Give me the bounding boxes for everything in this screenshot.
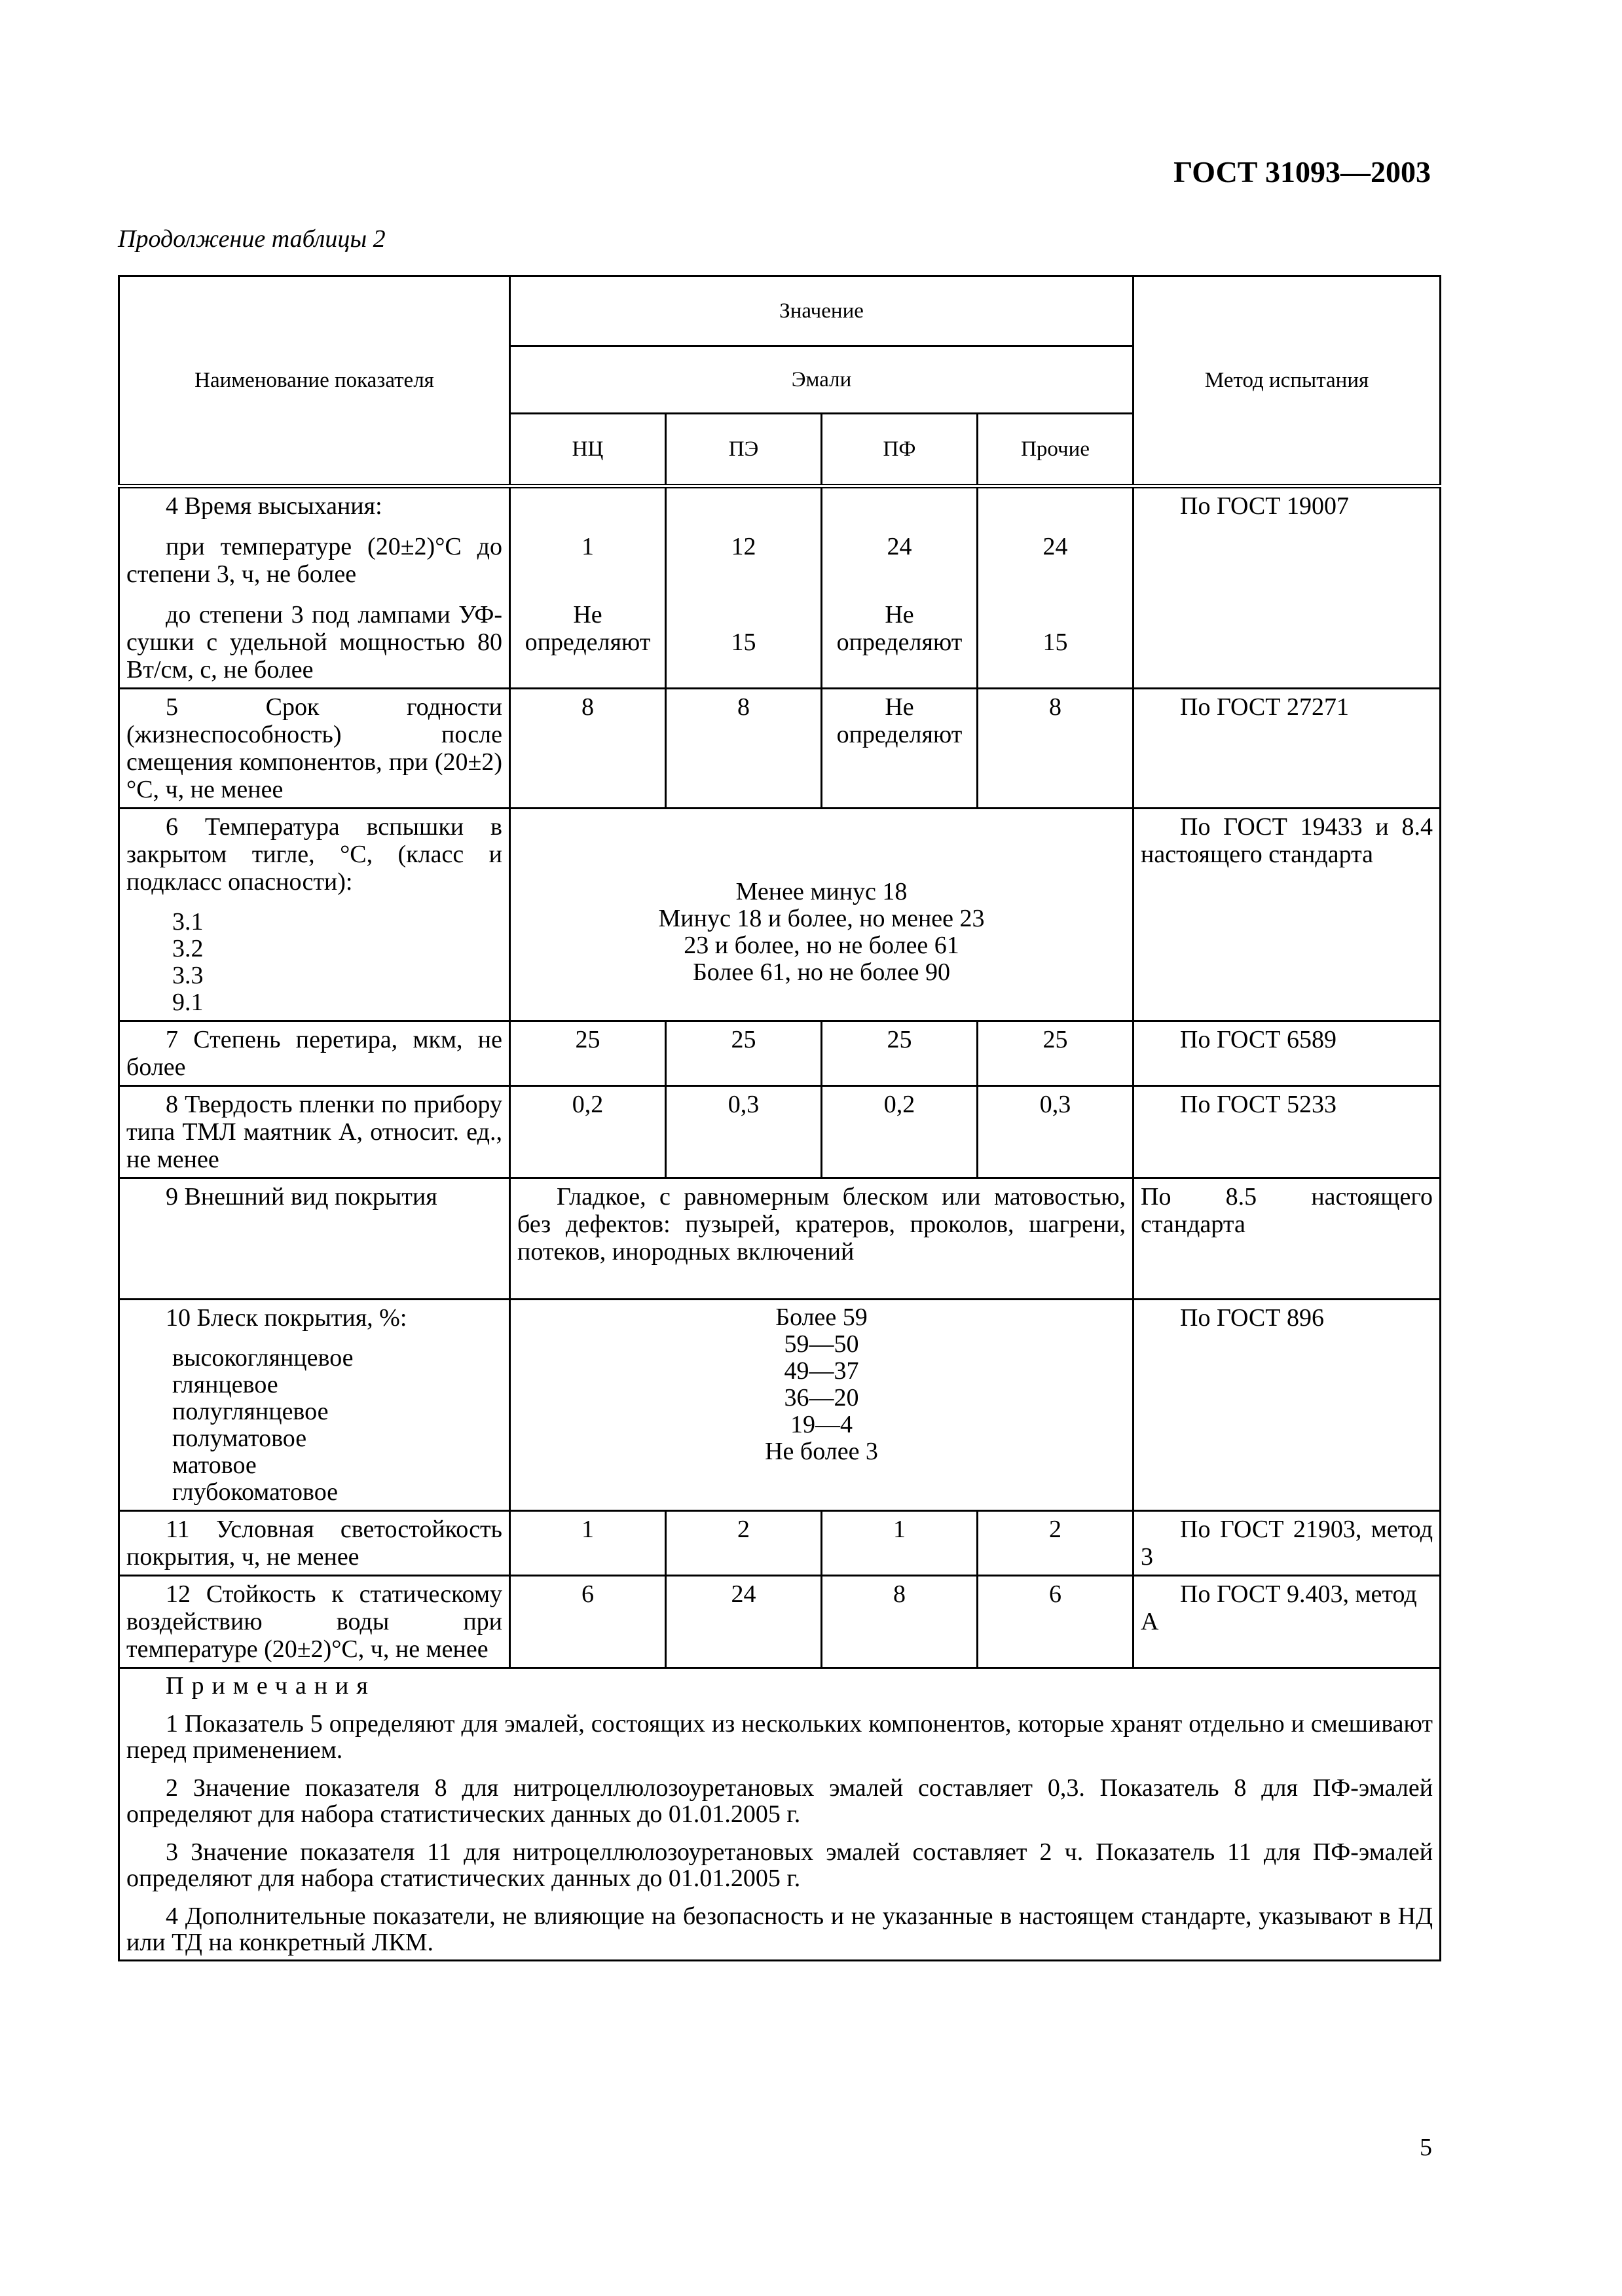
class-item: 9.1: [172, 989, 204, 1016]
row-title: 4 Время высыхания:: [166, 492, 382, 520]
value-cell: [510, 486, 666, 689]
method-text: По ГОСТ 5233: [1180, 1091, 1336, 1118]
row-name: [119, 809, 510, 1021]
row-name: [119, 486, 510, 689]
row-title: 12 Стойкость к статическому воздействию воды при температуре (20±2)°С, ч, не менее: [126, 1580, 502, 1663]
method-cell: [1134, 1086, 1441, 1178]
col-header-pe: ПЭ: [666, 414, 822, 486]
row-name: [119, 689, 510, 809]
method-text: По ГОСТ 21903, метод 3: [1141, 1516, 1433, 1571]
grade-list: [126, 1345, 502, 1506]
value-text: 12: [731, 533, 756, 560]
row-name: [119, 1178, 510, 1300]
value-text: 49—37: [784, 1357, 859, 1385]
table-row: [119, 809, 1441, 1021]
table-row: [119, 1511, 1441, 1576]
table-row: [119, 1178, 1441, 1300]
value-text: Минус 18 и более, но менее 23: [658, 905, 985, 932]
indicators-table: [118, 275, 1441, 1961]
row-name: [119, 1086, 510, 1178]
value-cell: 25: [510, 1021, 666, 1086]
value-text: Более 61, но не более 90: [692, 958, 951, 986]
row-subitem: при температуре (20±2)°С до степени 3, ч, не более: [126, 533, 502, 588]
value-cell: 2: [666, 1511, 822, 1576]
col-header-value: Значение: [510, 276, 1134, 346]
row-name: [119, 1300, 510, 1511]
col-header-other: Прочие: [978, 414, 1134, 486]
col-header-nc: НЦ: [510, 414, 666, 486]
row-title: 5 Срок годности (жизнеспособность) после смещения компонентов, при (20±2)°С, ч, не менее: [126, 693, 502, 803]
col-header-enamels: Эмали: [510, 346, 1134, 414]
row-name: [119, 1021, 510, 1086]
row-title: 11 Условная светостойкость покрытия, ч, не менее: [126, 1516, 502, 1571]
col-header-method: Метод испытания: [1134, 276, 1441, 486]
method-cell: [1134, 1511, 1441, 1576]
value-text: 36—20: [784, 1384, 859, 1412]
method-cell: [1134, 809, 1441, 1021]
method-text: По ГОСТ 6589: [1180, 1026, 1336, 1053]
value-cell: 1: [822, 1511, 978, 1576]
method-text: По ГОСТ 27271: [1180, 693, 1349, 721]
value-cell: 24: [666, 1576, 822, 1668]
table-row: [119, 1086, 1441, 1178]
value-text: 23 и более, но не более 61: [684, 932, 959, 959]
value-text: 15: [731, 629, 756, 656]
value-text: Не более 3: [765, 1438, 878, 1465]
table-row: [119, 486, 1441, 689]
row-title: 10 Блеск покрытия, %:: [166, 1304, 407, 1332]
notes-title: Примечания: [166, 1672, 376, 1700]
value-text: 24: [1042, 533, 1068, 560]
value-text: Не определяют: [836, 601, 963, 656]
value-cell: [666, 486, 822, 689]
value-cell-merged: [510, 1300, 1134, 1511]
value-cell: 0,2: [510, 1086, 666, 1178]
class-item: 3.1: [172, 908, 204, 936]
method-cell: [1134, 1300, 1441, 1511]
grade-item: глубокоматовое: [172, 1478, 339, 1506]
method-text: По ГОСТ 19007: [1180, 492, 1349, 520]
class-list: [126, 909, 502, 1016]
table-row: [119, 1300, 1441, 1511]
method-cell: [1134, 1576, 1441, 1668]
note-item: 2 Значение показателя 8 для нитроцеллюлозоуретановых эмалей составляет 0,3. Показатель 8 для ПФ-эмалей определяют для набора статистических данных до 01.01.2005 г.: [126, 1774, 1433, 1828]
value-cell: 8: [510, 689, 666, 809]
value-cell-merged: [510, 809, 1134, 1021]
row-title: 8 Твердость пленки по прибору типа ТМЛ маятник А, относит. ед., не менее: [126, 1091, 502, 1173]
page-number: 5: [1420, 2134, 1432, 2161]
row-title: 9 Внешний вид покрытия: [166, 1183, 437, 1211]
note-item: 1 Показатель 5 определяют для эмалей, состоящих из нескольких компонентов, которые хранят отдельно и смешивают перед применением.: [126, 1710, 1433, 1764]
value-text: 19—4: [790, 1411, 853, 1438]
table-row: [119, 689, 1441, 809]
value-cell: 25: [822, 1021, 978, 1086]
row-subitem: до степени 3 под лампами УФ-сушки с удельной мощностью 80 Вт/см, с, не более: [126, 601, 502, 683]
grade-item: матовое: [172, 1451, 257, 1479]
value-cell: 0,3: [978, 1086, 1134, 1178]
value-text: Более 59: [775, 1303, 868, 1331]
value-cell: 6: [510, 1576, 666, 1668]
value-cell: 8: [666, 689, 822, 809]
table-caption: Продолжение таблицы 2: [118, 225, 386, 253]
grade-item: полуматовое: [172, 1425, 307, 1452]
value-cell: 1: [510, 1511, 666, 1576]
value-cell-merged: [510, 1178, 1134, 1300]
value-text: Не определяют: [525, 601, 651, 656]
method-cell: [1134, 486, 1441, 689]
value-text: Менее минус 18: [735, 878, 908, 905]
value-text: 59—50: [784, 1330, 859, 1358]
method-text: По ГОСТ 19433 и 8.4 настоящего стандарта: [1141, 813, 1433, 868]
value-cell: 0,2: [822, 1086, 978, 1178]
row-title: 6 Температура вспышки в закрытом тигле, °С, (класс и подкласс опасности):: [126, 813, 502, 896]
method-text: По 8.5 настоящего стандарта: [1141, 1183, 1433, 1238]
class-item: 3.3: [172, 962, 204, 989]
note-item: 4 Дополнительные показатели, не влияющие на безопасность и не указанные в настоящем стандарте, указывают в НД или ТД на конкретный ЛКМ.: [126, 1903, 1433, 1956]
method-text: По ГОСТ 896: [1180, 1304, 1324, 1332]
grade-item: высокоглянцевое: [172, 1344, 354, 1372]
value-text: 1: [581, 533, 594, 560]
value-text: Гладкое, с равномерным блеском или матовостью, без дефектов: пузырей, кратеров, проколов, шагрени, потеков, инородных включений: [517, 1183, 1126, 1266]
method-text: По ГОСТ 9.403, метод А: [1141, 1580, 1417, 1635]
value-cell: [978, 486, 1134, 689]
notes-row: [119, 1668, 1441, 1961]
method-cell: [1134, 1178, 1441, 1300]
row-name: [119, 1576, 510, 1668]
value-cell: [822, 486, 978, 689]
value-cell: Не определяют: [822, 689, 978, 809]
value-cell: 8: [822, 1576, 978, 1668]
value-cell: 8: [978, 689, 1134, 809]
note-item: 3 Значение показателя 11 для нитроцеллюлозоуретановых эмалей составляет 2 ч. Показатель 11 для ПФ-эмалей определяют для набора статистических данных до 01.01.2005 г.: [126, 1838, 1433, 1892]
grade-item: полуглянцевое: [172, 1398, 329, 1425]
col-header-pf: ПФ: [822, 414, 978, 486]
col-header-name: Наименование показателя: [119, 276, 510, 486]
table-row: [119, 1576, 1441, 1668]
value-cell: 6: [978, 1576, 1134, 1668]
grade-item: глянцевое: [172, 1371, 278, 1398]
value-cell: 0,3: [666, 1086, 822, 1178]
row-title: 7 Степень перетира, мкм, не более: [126, 1026, 502, 1081]
value-cell: 25: [978, 1021, 1134, 1086]
notes-cell: [119, 1668, 1441, 1961]
document-id: ГОСТ 31093—2003: [1173, 155, 1431, 189]
table-row: [119, 1021, 1441, 1086]
value-text: 24: [887, 533, 912, 560]
value-cell: 25: [666, 1021, 822, 1086]
row-name: [119, 1511, 510, 1576]
value-text: 15: [1042, 629, 1068, 656]
value-cell: 2: [978, 1511, 1134, 1576]
method-cell: [1134, 1021, 1441, 1086]
method-cell: [1134, 689, 1441, 809]
class-item: 3.2: [172, 935, 204, 962]
